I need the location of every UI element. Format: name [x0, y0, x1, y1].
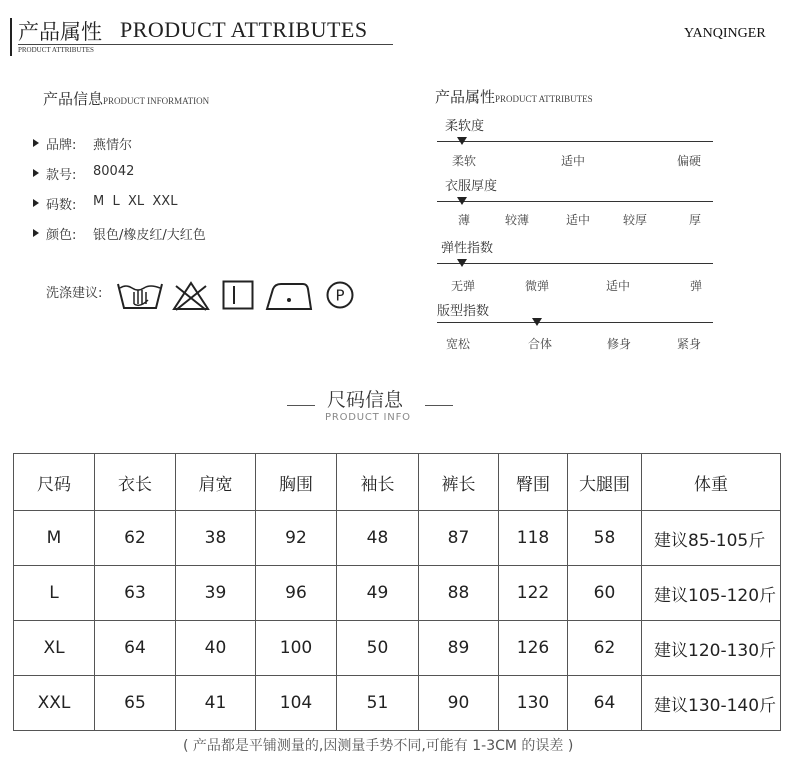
measurement-footnote: ( 产品都是平铺测量的,因测量手势不同,可能有 1-3CM 的误差 )	[183, 738, 574, 754]
col-header: 裤长	[419, 454, 499, 511]
table-cell: 89	[419, 621, 499, 676]
table-row	[14, 621, 781, 676]
product-info-title-en: PRODUCT INFORMATION	[103, 96, 210, 106]
size-info-rule-right	[425, 405, 453, 406]
table-cell: 38	[176, 511, 256, 566]
col-header: 尺码	[14, 454, 95, 511]
col-header: 袖长	[337, 454, 419, 511]
product-attributes-title-en: PRODUCT ATTRIBUTES	[495, 94, 593, 104]
info-color-value: 银色/橡皮红/大红色	[93, 228, 206, 243]
attr-softness-title: 柔软度	[445, 119, 485, 134]
attr-thickness-title: 衣服厚度	[445, 179, 498, 194]
bullet-icon	[33, 229, 39, 237]
table-cell: 58	[568, 511, 642, 566]
header-accent-bar	[10, 18, 12, 56]
no-bleach-icon	[172, 280, 210, 312]
table-cell: XL	[14, 621, 95, 676]
wash-label: 洗涤建议:	[46, 286, 103, 301]
table-cell: 62	[95, 511, 176, 566]
attr-elasticity-option: 适中	[606, 279, 631, 293]
attr-thickness-scale	[437, 201, 713, 202]
attr-elasticity-option: 无弹	[451, 279, 476, 293]
product-info-title-cn: 产品信息	[43, 90, 104, 108]
table-cell: 65	[95, 676, 176, 731]
table-cell: 50	[337, 621, 419, 676]
table-cell: L	[14, 566, 95, 621]
attr-thickness-option: 厚	[689, 213, 702, 227]
table-cell: 88	[419, 566, 499, 621]
header-divider	[18, 44, 393, 45]
product-attributes-heading	[435, 86, 593, 107]
iron-icon	[265, 281, 313, 311]
attr-elasticity-option: 弹	[690, 279, 703, 293]
table-cell: XXL	[14, 676, 95, 731]
line-dry-icon	[222, 280, 254, 310]
table-cell: 87	[419, 511, 499, 566]
table-row	[14, 511, 781, 566]
attr-softness-option: 适中	[561, 154, 586, 168]
bullet-icon	[33, 139, 39, 147]
table-cell: 118	[499, 511, 568, 566]
table-cell: 92	[256, 511, 337, 566]
table-cell: 126	[499, 621, 568, 676]
size-info-rule-left	[287, 405, 315, 406]
table-cell: 建议120-130斤	[642, 621, 781, 676]
table-cell: 90	[419, 676, 499, 731]
table-cell: 122	[499, 566, 568, 621]
attr-fit-option: 紧身	[677, 337, 702, 351]
table-cell: 建议85-105斤	[642, 511, 781, 566]
product-attributes-title-cn: 产品属性	[435, 88, 496, 106]
attr-softness-marker	[457, 137, 467, 145]
table-cell: 60	[568, 566, 642, 621]
info-size-value: M L XL XXL	[93, 194, 178, 209]
table-cell: 130	[499, 676, 568, 731]
attr-softness-scale	[437, 141, 713, 142]
header-title-en: PRODUCT ATTRIBUTES	[120, 17, 368, 42]
attr-thickness-option: 薄	[458, 213, 471, 227]
svg-text:P: P	[335, 286, 345, 305]
table-cell: 39	[176, 566, 256, 621]
table-cell: 40	[176, 621, 256, 676]
size-table-header	[14, 454, 781, 511]
table-cell: 48	[337, 511, 419, 566]
table-cell: 63	[95, 566, 176, 621]
attr-fit-marker	[532, 318, 542, 326]
attr-elasticity-marker	[457, 259, 467, 267]
hand-wash-icon	[116, 278, 164, 312]
attr-fit-title: 版型指数	[437, 304, 490, 319]
attr-fit-option: 合体	[528, 337, 553, 351]
info-color-label: 颜色:	[46, 228, 77, 243]
product-info-heading	[43, 88, 209, 109]
attr-fit-scale	[437, 322, 713, 323]
attr-thickness-marker	[457, 197, 467, 205]
table-cell: 41	[176, 676, 256, 731]
size-info-title-en: PRODUCT INFO	[325, 412, 411, 423]
attr-thickness-option: 较薄	[505, 213, 530, 227]
attr-softness-option: 偏硬	[677, 154, 702, 168]
brand-name: YANQINGER	[684, 26, 766, 41]
table-cell: 建议130-140斤	[642, 676, 781, 731]
col-header: 胸围	[256, 454, 337, 511]
table-row	[14, 676, 781, 731]
col-header: 肩宽	[176, 454, 256, 511]
table-cell: 64	[95, 621, 176, 676]
attr-elasticity-option: 微弹	[525, 279, 550, 293]
bullet-icon	[33, 199, 39, 207]
size-table	[13, 453, 781, 731]
col-header: 体重	[642, 454, 781, 511]
attr-fit-option: 宽松	[446, 337, 471, 351]
dry-clean-p-icon	[325, 280, 355, 310]
table-cell: 96	[256, 566, 337, 621]
col-header: 臀围	[499, 454, 568, 511]
table-cell: 49	[337, 566, 419, 621]
table-cell: 64	[568, 676, 642, 731]
attr-softness-option: 柔软	[452, 154, 477, 168]
table-cell: 51	[337, 676, 419, 731]
table-cell: 62	[568, 621, 642, 676]
header-subtitle: PRODUCT ATTRIBUTES	[18, 46, 94, 54]
table-cell: M	[14, 511, 95, 566]
table-cell: 104	[256, 676, 337, 731]
info-style-label: 款号:	[46, 168, 77, 183]
header-title-cn: 产品属性	[18, 20, 102, 44]
attr-fit-option: 修身	[607, 337, 632, 351]
table-cell: 100	[256, 621, 337, 676]
table-row	[14, 566, 781, 621]
attr-thickness-option: 较厚	[623, 213, 648, 227]
col-header: 大腿围	[568, 454, 642, 511]
attr-thickness-option: 适中	[566, 213, 591, 227]
attr-elasticity-scale	[437, 263, 713, 264]
table-cell: 建议105-120斤	[642, 566, 781, 621]
info-brand-label: 品牌:	[46, 138, 77, 153]
attr-elasticity-title: 弹性指数	[441, 241, 494, 256]
bullet-icon	[33, 169, 39, 177]
info-size-label: 码数:	[46, 198, 77, 213]
size-info-title-cn: 尺码信息	[327, 389, 404, 411]
info-style-value: 80042	[93, 164, 135, 179]
info-brand-value: 燕情尔	[93, 138, 133, 153]
col-header: 衣长	[95, 454, 176, 511]
